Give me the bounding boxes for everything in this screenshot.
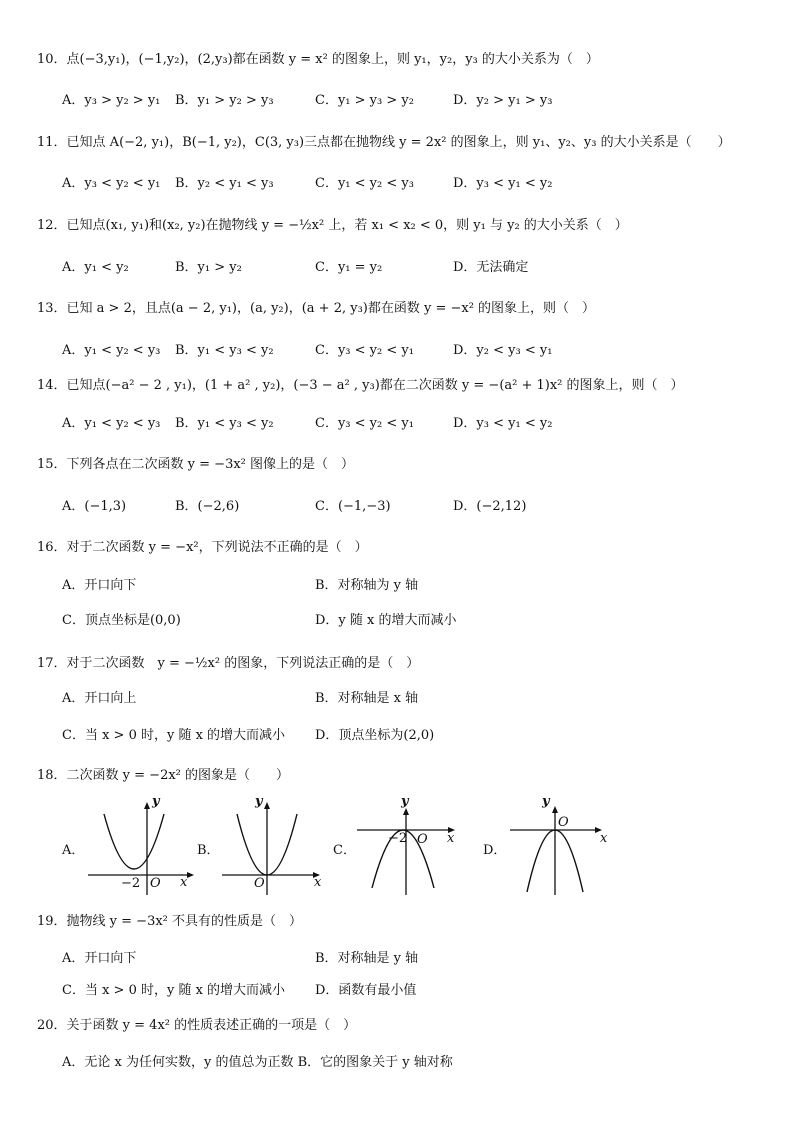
x-axis-label: x (180, 875, 188, 890)
graph-d (510, 794, 620, 895)
y-axis-arrow-icon (552, 806, 558, 813)
q17-option-c[interactable]: C．当 x > 0 时，y 随 x 的增大而减小 (62, 728, 286, 743)
q18-option-a[interactable]: A． (62, 843, 85, 858)
question-10-stem: 10．点(−3,y₁)，(−1,y₂)，(2,y₃)都在函数 y = x² 的图象上，则 y₁，y₂，y₃ 的大小关系为（ ） (37, 52, 599, 67)
question-17-stem: 17．对于二次函数 y = −½x² 的图象，下列说法正确的是（ ） (37, 656, 420, 671)
y-axis-arrow-icon (144, 802, 150, 809)
x-axis-label: x (314, 875, 322, 890)
q11-option-b[interactable]: B．y₂ < y₁ < y₃ (175, 176, 274, 191)
q16-option-b[interactable]: B．对称轴为 y 轴 (315, 578, 419, 593)
tick-label-neg2: −2 (121, 876, 141, 891)
x-axis-arrow-icon (187, 872, 194, 878)
q15-option-c[interactable]: C．(−1,−3) (315, 499, 391, 514)
x-axis-label: x (600, 831, 608, 846)
q13-option-a[interactable]: A．y₁ < y₂ < y₃ (62, 343, 161, 358)
q13-option-c[interactable]: C．y₃ < y₂ < y₁ (315, 343, 414, 358)
question-15-stem: 15．下列各点在二次函数 y = −3x² 图像上的是（ ） (37, 457, 355, 472)
graph-c-svg (357, 800, 467, 895)
q10-option-a[interactable]: A．y₃ > y₂ > y₁ (62, 93, 161, 108)
q14-option-d[interactable]: D．y₃ < y₁ < y₂ (453, 416, 553, 431)
q10-option-d[interactable]: D．y₂ > y₁ > y₃ (453, 93, 553, 108)
question-12-stem: 12．已知点(x₁, y₁)和(x₂, y₂)在抛物线 y = −½x² 上，若 x₁ < x₂ < 0，则 y₁ 与 y₂ 的大小关系（ ） (37, 218, 628, 233)
q13-option-d[interactable]: D．y₂ < y₃ < y₁ (453, 343, 553, 358)
question-20-stem: 20．关于函数 y = 4x² 的性质表述正确的一项是（ ） (37, 1018, 357, 1033)
q15-option-d[interactable]: D．(−2,12) (453, 499, 527, 514)
q12-option-b[interactable]: B．y₁ > y₂ (175, 260, 242, 275)
q12-option-c[interactable]: C．y₁ = y₂ (315, 260, 383, 275)
tick-label-neg2: −2 (388, 831, 408, 846)
q11-option-a[interactable]: A．y₃ < y₂ < y₁ (62, 176, 161, 191)
origin-label: O (558, 815, 569, 830)
q16-option-c[interactable]: C．顶点坐标是(0,0) (62, 613, 181, 628)
question-14-stem: 14．已知点(−a² − 2 , y₁)，(1 + a² , y₂)，(−3 − a² , y₃)都在二次函数 y = −(a² + 1)x² 的图象上，则（ ） (37, 378, 684, 393)
origin-label: O (150, 876, 161, 891)
q19-option-c[interactable]: C．当 x > 0 时，y 随 x 的增大而减小 (62, 983, 286, 998)
y-axis-label: y (401, 794, 409, 809)
y-axis-arrow-icon (403, 808, 409, 815)
q17-option-d[interactable]: D．顶点坐标为(2,0) (315, 728, 435, 743)
q14-option-a[interactable]: A．y₁ < y₂ < y₃ (62, 416, 161, 431)
question-16-stem: 16．对于二次函数 y = −x²，下列说法不正确的是（ ） (37, 540, 368, 555)
q16-option-a[interactable]: A．开口向下 (62, 578, 137, 593)
q10-option-c[interactable]: C．y₁ > y₃ > y₂ (315, 93, 414, 108)
graph-a (88, 794, 198, 895)
q11-option-c[interactable]: C．y₁ < y₂ < y₃ (315, 176, 414, 191)
q17-option-b[interactable]: B．对称轴是 x 轴 (315, 691, 419, 706)
q13-option-b[interactable]: B．y₁ < y₃ < y₂ (175, 343, 274, 358)
q14-option-b[interactable]: B．y₁ < y₃ < y₂ (175, 416, 274, 431)
x-axis-label: x (447, 831, 455, 846)
q12-option-a[interactable]: A．y₁ < y₂ (62, 260, 129, 275)
q15-option-a[interactable]: A．(−1,3) (62, 499, 127, 514)
y-axis-label: y (255, 794, 263, 809)
q20-options-ab[interactable]: A．无论 x 为任何实数，y 的值总为正数 B．它的图象关于 y 轴对称 (62, 1055, 453, 1070)
q16-option-d[interactable]: D．y 随 x 的增大而减小 (315, 613, 457, 628)
question-11-stem: 11．已知点 A(−2, y₁)，B(−1, y₂)，C(3, y₃)三点都在抛物线 y = 2x² 的图象上，则 y₁、y₂、y₃ 的大小关系是（ ） (37, 135, 731, 150)
question-19-stem: 19．抛物线 y = −3x² 不具有的性质是（ ） (37, 914, 303, 929)
y-axis-label: y (152, 794, 160, 809)
q18-option-c[interactable]: C． (333, 843, 356, 858)
parabola-curve (104, 814, 164, 869)
graph-b (222, 794, 332, 895)
origin-label: O (254, 876, 265, 891)
q19-option-a[interactable]: A．开口向下 (62, 951, 137, 966)
question-18-stem: 18．二次函数 y = −2x² 的图象是（ ） (37, 768, 290, 783)
y-axis-label: y (542, 794, 550, 809)
origin-label: O (417, 832, 428, 847)
q18-option-b[interactable]: B． (197, 843, 220, 858)
q12-option-d[interactable]: D．无法确定 (453, 260, 529, 275)
question-13-stem: 13．已知 a > 2，且点(a − 2, y₁)，(a, y₂)，(a + 2, y₃)都在函数 y = −x² 的图象上，则（ ） (37, 301, 596, 316)
y-axis-arrow-icon (264, 802, 270, 809)
q19-option-b[interactable]: B．对称轴是 y 轴 (315, 951, 419, 966)
graph-c (357, 794, 467, 895)
q19-option-d[interactable]: D．函数有最小值 (315, 983, 417, 998)
q10-option-b[interactable]: B．y₁ > y₂ > y₃ (175, 93, 274, 108)
q14-option-c[interactable]: C．y₃ < y₂ < y₁ (315, 416, 414, 431)
q15-option-b[interactable]: B．(−2,6) (175, 499, 240, 514)
q11-option-d[interactable]: D．y₃ < y₁ < y₂ (453, 176, 553, 191)
q18-option-d[interactable]: D． (483, 843, 507, 858)
q17-option-a[interactable]: A．开口向上 (62, 691, 137, 706)
